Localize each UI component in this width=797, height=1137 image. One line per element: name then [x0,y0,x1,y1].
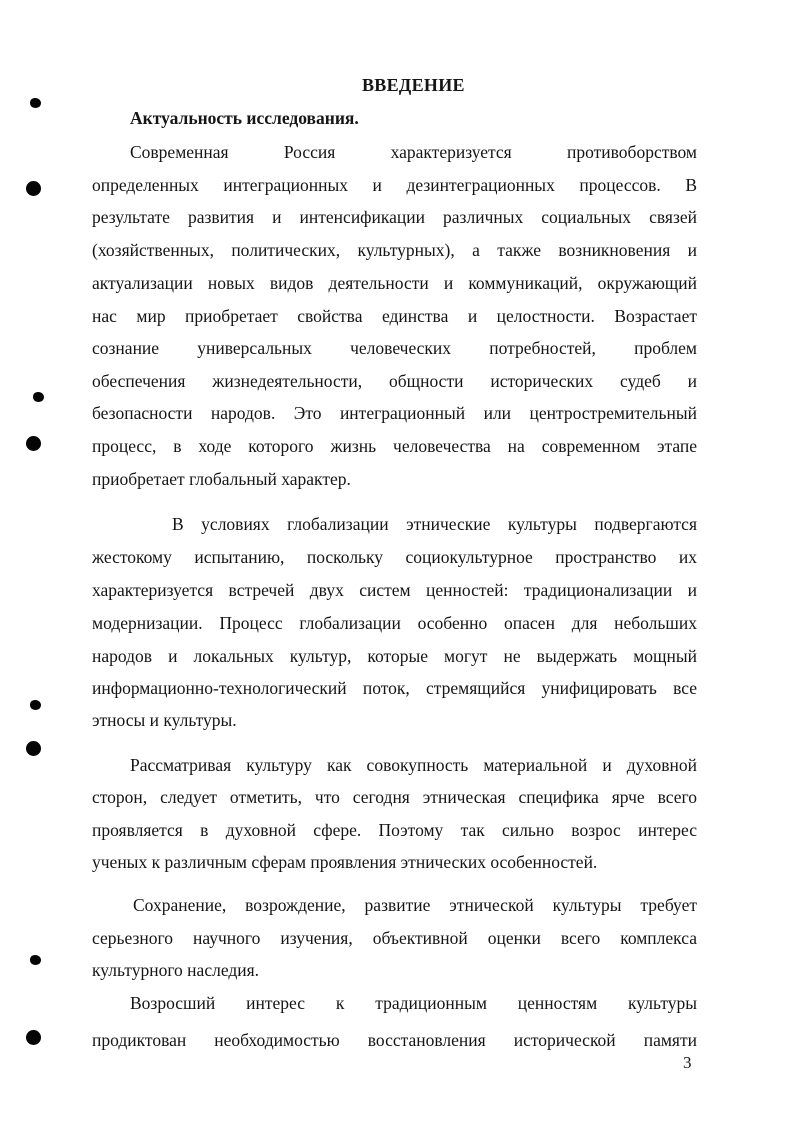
text-line: проявляется в духовной сфере. Поэтому так сильно возрос интерес [92,820,697,840]
text-line: информационно-технологический поток, стремящийся унифицировать все [92,678,697,698]
section-heading: Актуальность исследования. [130,108,359,128]
punch-hole [26,181,41,196]
text-line: процесс, в ходе которого жизнь человечества на современном этапе [92,436,697,456]
text-line: (хозяйственных, политических, культурных), а также возникновения и [92,240,697,260]
text-line: народов и локальных культур, которые могут не выдержать мощный [92,646,697,666]
text-line: приобретает глобальный характер. [92,469,351,489]
punch-hole [30,700,41,710]
page-number: 3 [683,1053,692,1072]
punch-hole [26,1030,41,1045]
text-line: сознание универсальных человеческих потребностей, проблем [92,338,697,358]
text-line: культурного наследия. [92,960,260,980]
text-line: характеризуется встречей двух систем ценностей: традиционализации и [92,580,697,600]
punch-hole [26,741,41,756]
text-line: серьезного научного изучения, объективной оценки всего комплекса [92,928,697,948]
text-line: определенных интеграционных и дезинтеграционных процессов. В [92,175,697,195]
text-line: актуализации новых видов деятельности и коммуникаций, окружающий [92,273,697,293]
text-line: результате развития и интенсификации различных социальных связей [92,207,697,227]
text-line: обеспечения жизнедеятельности, общности исторических судеб и [92,371,697,391]
punch-hole [30,98,41,108]
punch-hole [33,392,44,402]
text-line: этносы и культуры. [92,710,237,730]
text-line: В условиях глобализации этнические культуры подвергаются [172,514,697,534]
text-line: сторон, следует отметить, что сегодня этническая специфика ярче всего [92,787,697,807]
text-line: Сохранение, возрождение, развитие этнической культуры требует [133,895,697,915]
text-line: модернизации. Процесс глобализации особенно опасен для небольших [92,613,697,633]
punch-hole [30,955,41,965]
text-line: нас мир приобретает свойства единства и целостности. Возрастает [92,306,697,326]
punch-hole [26,436,41,451]
text-line: Современная Россия характеризуется противоборством [130,142,697,162]
text-line: Возросший интерес к традиционным ценностям культуры [130,993,697,1013]
text-line: безопасности народов. Это интеграционный или центростремительный [92,403,697,423]
text-line: ученых к различным сферам проявления этнических особенностей. [92,852,598,872]
text-line: жестокому испытанию, поскольку социокультурное пространство их [92,547,697,567]
text-line: продиктован необходимостью восстановления исторической памяти [92,1030,697,1050]
page-title: ВВЕДЕНИЕ [362,75,465,95]
text-line: Рассматривая культуру как совокупность материальной и духовной [130,755,697,775]
